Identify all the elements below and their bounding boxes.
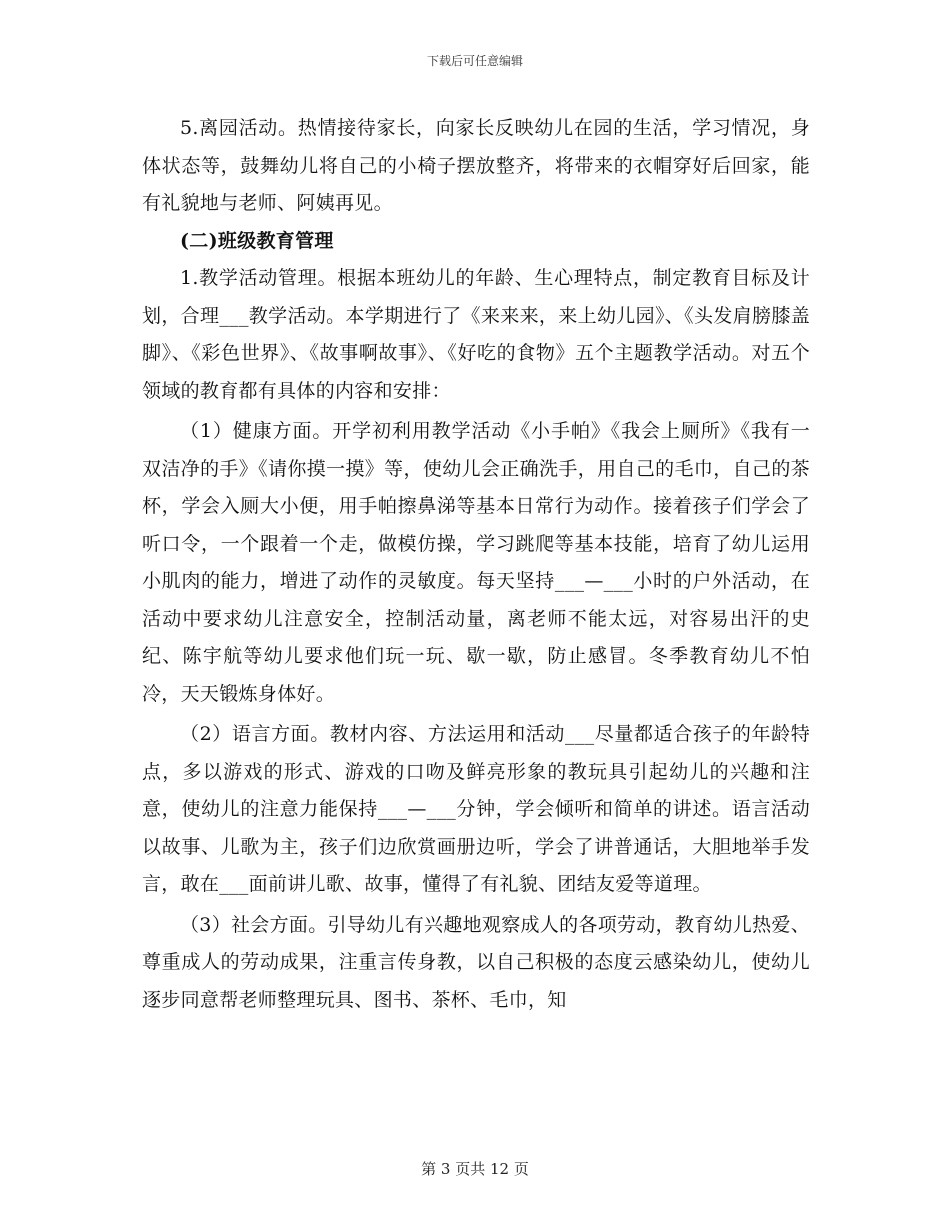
paragraph-social: （3）社会方面。引导幼儿有兴趣地观察成人的各项劳动，教育幼儿热爱、尊重成人的劳动成果，注重言传身教，以自己积极的态度云感染幼儿，使幼儿逐步同意帮老师整理玩具、图书、茶杯、毛巾，知	[142, 913, 810, 1011]
paragraph-language: （2）语言方面。教材内容、方法运用和活动___尽量都适合孩子的年龄特点，多以游戏的形式、游戏的口吻及鲜亮形象的教玩具引起幼儿的兴趣和注意，使幼儿的注意力能保持___—___分钟，学会倾听和简单的讲述。语言活动以故事、儿歌为主，孩子们边欣赏画册边听，学会了讲普通话，大胆地举手发言，敢在___面前讲儿歌、故事，懂得了有礼貌、团结友爱等道理。	[142, 723, 810, 895]
paragraph-health: （1）健康方面。开学初利用教学活动《小手帕》《我会上厕所》《我有一双洁净的手》《请你摸一摸》等，使幼儿会正确洗手，用自己的毛巾，自己的茶杯，学会入厕大小便，用手帕擦鼻涕等基本日常行为动作。接着孩子们学会了听口令，一个跟着一个走，做模仿操，学习跳爬等基本技能，培育了幼儿运用小肌肉的能力，增进了动作的灵敏度。每天坚持___—___小时的户外活动，在活动中要求幼儿注意安全，控制活动量，离老师不能太远，对容易出汗的史纪、陈宇航等幼儿要求他们玩一玩、歇一歇，防止感冒。冬季教育幼儿不怕冷，天天锻炼身体好。	[142, 420, 810, 705]
paragraph-departure-activity: 5.离园活动。热情接待家长，向家长反映幼儿在园的生活，学习情况，身体状态等，鼓舞幼儿将自己的小椅子摆放整齐，将带来的衣帽穿好后回家，能有礼貌地与老师、阿姨再见。	[142, 117, 810, 214]
document-body	[142, 110, 810, 1019]
page-number-footer: 第 3 页共 12 页	[421, 1160, 529, 1178]
section-heading-class-education: (二)班级教育管理	[180, 229, 334, 252]
paragraph-teaching-management: 1.教学活动管理。根据本班幼儿的年龄、生心理特点，制定教育目标及计划，合理___教学活动。本学期进行了《来来来，来上幼儿园》、《头发肩膀膝盖脚》、《彩色世界》、《故事啊故事》、《好吃的食物》五个主题教学活动。对五个领域的教育都有具体的内容和安排：	[142, 267, 810, 402]
page-header: 下载后可任意编辑	[426, 54, 523, 68]
